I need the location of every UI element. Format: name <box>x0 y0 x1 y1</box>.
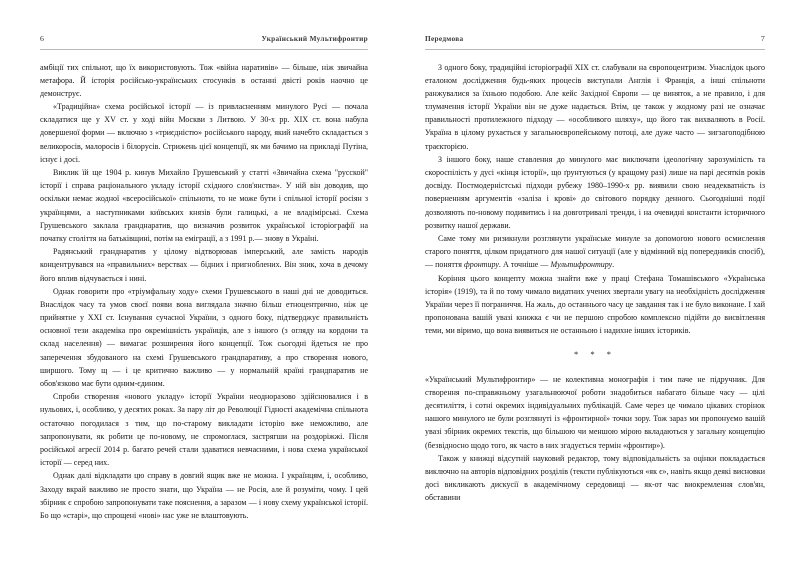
section-separator: * * * <box>574 349 616 360</box>
book-title-running-head: Український Мультифронтир <box>261 34 368 43</box>
emphasis-term: фронтиру <box>464 260 499 270</box>
paragraph: Виклик їй ще 1904 р. кинув Михайло Грушевський у статті «Звичайна схема "русской" історії і справа раціонального укладу історії східного слов'янства». У ній він доводив, що оскільки немає жодної «всеросійської» спільноти, то не може бути і спільної історії росіян з українцями, а наступниками київських князів були галицькі, а не владімірські. Схема Грушевського заклала гранднаратив, що визначив розвиток української історіографії на початку століття на батьківщині, потім на еміграції, а з 1991 р.— знову в Україні. <box>40 168 368 243</box>
paragraph: Однак говорити про «тріумфальну ходу» схеми Грушевського в наші дні не доводиться. Внаслідок часу та умов своєї появи вона виглядала значно більш етноцентрично, ніж це прийнятне у XXI ст. Існування сучасної України, з одного боку, підтверджує правильність основної тези академіка про окремішність українців, але з іншого (з огляду на кордони та склад населення) — вимагає розширення його концепції. Тож сьогодні йдеться не про заперечення збудованого на схемі Грушевського грандпаративу, а про створення нового, ширшого. Тому щ — і це критично важливо — у нормальній країні грандпаратив не обов'язково має бути одним-єдиним. <box>40 286 368 388</box>
paragraph: амбіції тих спільнот, що їх використовують. Тож «війна наративів» — більше, ніж звичайна метафора. Й історія російсько-українських стосунків в останні двісті років наочно це демонструє. <box>40 62 368 98</box>
page-number-left: 6 <box>40 34 45 43</box>
body-text-right <box>425 61 765 505</box>
paragraph: З іншого боку, наше ставлення до минулого має виключати ідеологічну зарозумілість та скороспілість у дусі «кінця історії», що ґрунтуються (у кращому разі) лише на парі десятків років досвіду. Постмодерністські підходи рубежу 1980–1990-х рр. виявили свою неадекватність із поверненням аргументів «заліза і крові» до світового порядку денного. Сьогоднішні події дозволяють по-новому подивитись і на довготривалі тренди, і на очевидні константи історичного розвитку нашої держави. <box>425 154 765 230</box>
paragraph: «Український Мультифронтир» — не колективна монографія і тим паче не підручник. Для створення по-справжньому узагальнюючої роботи знадобиться набагато більше часу — цілі десятиліття, і сотні окремих індивідуальних публікацій. Саме через це чимало цікавих сторінок нашого минулого не були розглянуті із «фронтирної» точки зору. Тож зараз ми пропонуємо вашій увазі збірник окремих текстів, що більшою чи меншою мірою вкладаються у загальну концепцію (безвідносно щодо того, як часто в них згадується термін «фронтир»). <box>425 374 765 450</box>
paragraph: Коріння цього концепту можна знайти вже у праці Стефана Томашівського «Українська історія» (1919), та й по тому чимало видатних учених звертали увагу на необхідність дослідження України через її пограниччя. На жаль, до останнього часу це завдання так і не було виконане. І хай пропонована вашій увазі книжка є чи не першою спробою комплексно підійти до висвітлення теми, ми віримо, що вона виявиться не останньою і надихне інших істориків. <box>425 273 765 336</box>
page-right <box>400 0 800 569</box>
text-run: Саме тому ми ризикнули розглянути українське минуле за допомогою нового осмислення старого поняття, цілком придатного для нашої ситуації (але у відмінний від попередників спосіб),— поняття <box>425 233 765 270</box>
page-number-right: 7 <box>760 34 765 43</box>
chapter-title-running-head: Передмова <box>425 34 464 43</box>
paragraph: Спроби створення «нового укладу» історії України неодноразово здійснювалися і в нульових, і, особливо, у десятих роках. За пару літ до Революції Гідності академічна спільнота остаточно погодилася з тим, що по-старому викладати історію вже неможливо, але запропонувати, як робити це по-новому, не спромоглася, застрягши на роздоріжжі. Після російської агресії 2014 р. багато речей стали здаватися невчасними, і нова схема української історії — серед них. <box>40 392 368 468</box>
text-run: . А точніше — <box>498 260 551 270</box>
running-head-left <box>40 34 368 50</box>
body-text-left <box>40 61 368 523</box>
running-head-right <box>425 34 765 50</box>
paragraph: Радянський гранднаратив у цілому відтворював імперський, але замість народів концентрувався на «правильних» верствах — бідних і пригноблених. Він зник, хоча в дечому його вплив відчувається і нині. <box>40 247 368 283</box>
paragraph <box>425 232 765 272</box>
paragraph: «Традиційна» схема російської історії — із привласненням минулого Русі — почала складатися ще у XV ст. у ході війн Москви з Литвою. У 30-х рр. XIX ст. вона набула довершеної форми — включно з «триєдністю» російського народу, який начебто складається з великоросів, малоросів і білорусів. Стрижень цієї концепції, як ми бачимо на прикладі Путіна, існує і досі. <box>40 102 368 164</box>
paragraph: З одного боку, традиційні історіографії XIX ст. слабували на європоцентризм. Унаслідок цього еталоном дослідження будь-яких процесів виступали Англія і Франція, а інші спільноти ранжувалися за їхньою подобою. Але кейс Західної Європи — це виняток, а не правило, і для тлумачення історії України він не дуже надається. Втім, це також у жодному разі не означає правильності протилежного підходу — «особливого шляху», що його так вихваляють в Росії. Україна в цілому рухається у загальноєвропейському потоці, але дуже часто — зигзагоподібною траєкторією. <box>425 62 765 151</box>
paragraph: Однак далі відкладати цю справу в довгий ящик вже не можна. І українцям, і, особливо, Заходу вкрай важливо не просто знати, що Україна — не Росія, але й розуміти, чому. І цей збірник є спробою запропонувати таке пояснення, а заразом — і нову схему української історії. Бо що «старі», що спрощені «нові» нас уже не влаштовують. <box>40 471 368 520</box>
text-run: . <box>612 260 615 270</box>
emphasis-term: Мультифронтиру <box>550 260 613 270</box>
paragraph: Також у книжці відсутній науковий редактор, тому відповідальність за оцінки покладається виключно на авторів відповідних розділів (тексти публікуються «як є», навіть якщо деякі висновки досі викликають дискусії в академічному середовищі — як-от час виокремлення слов'ян, обставини <box>425 453 765 503</box>
